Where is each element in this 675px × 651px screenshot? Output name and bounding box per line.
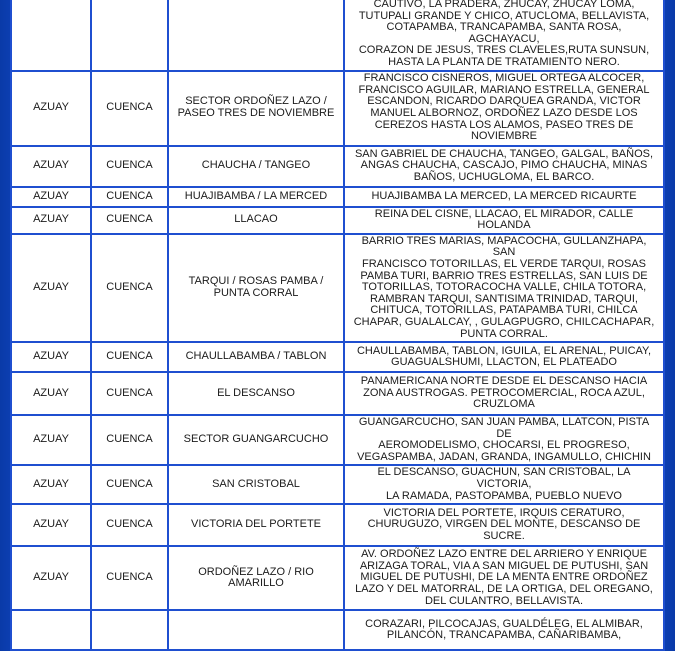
table-row [11, 0, 664, 71]
affected-areas-cell [344, 342, 664, 372]
affected-areas-line: FRANCISCO CISNEROS, MIGUEL ORTEGA ALCOCER, [363, 72, 645, 85]
canton-cell: CUENCA [91, 546, 168, 610]
affected-areas-line: VICTORIA DEL PORTETE, IRQUIS CERATURO, [383, 506, 625, 519]
canton-cell: CUENCA [91, 71, 168, 146]
affected-areas-cell [344, 504, 664, 546]
canton-cell: CUENCA [91, 207, 168, 234]
affected-areas-line: DEL CULANTRO, BELLAVISTA. [424, 594, 584, 607]
affected-areas-cell [344, 146, 664, 187]
table-row [11, 234, 664, 342]
sector-cell [168, 0, 344, 71]
affected-areas-line: ESCANDON, RICARDO DARQUEA GRANDA, VICTOR [367, 95, 641, 108]
affected-areas-line: MIGUEL DE PUTUSHI, DE LA MENTA ENTRE ORDOÑEZ [360, 571, 648, 584]
table-row [11, 207, 664, 234]
sector-cell: SECTOR GUANGARCUCHO [168, 415, 344, 465]
canton-cell: CUENCA [91, 372, 168, 415]
sector-cell: TARQUI / ROSAS PAMBA / PUNTA CORRAL [168, 234, 344, 342]
affected-areas-cell [344, 610, 664, 650]
provincia-cell: AZUAY [11, 546, 91, 610]
sector-cell: CHAULLABAMBA / TABLON [168, 342, 344, 372]
affected-areas-line: CEREZOS HASTA LOS ALAMOS, PASEO TRES DE [374, 118, 634, 131]
table-row [11, 372, 664, 415]
affected-areas-line: CORAZON DE JESUS, TRES CLAVELES,RUTA SUNSUN, [358, 44, 650, 57]
affected-areas-line: GUANGARCUCHO, SAN JUAN PAMBA, LLATCON, PISTA DE [358, 416, 650, 440]
affected-areas-line: MANUEL ALBORNOZ, ORDOÑEZ LAZO DESDE LOS [370, 107, 638, 120]
affected-areas-line: ARIZAGA TORAL, VIA A SAN MIGUEL DE PUTUSHI, SAN [359, 559, 649, 572]
sector-cell: SAN CRISTOBAL [168, 465, 344, 504]
provincia-cell: AZUAY [11, 234, 91, 342]
affected-areas-line: CHURUGUZO, VIRGEN DEL MONTE, DESCANSO DE [367, 518, 641, 531]
table-row [11, 546, 664, 610]
sector-cell [168, 610, 344, 650]
affected-areas-line: FRANCISCO TOTORILLAS, EL VERDE TARQUI, ROSAS [361, 257, 647, 270]
provincia-cell: AZUAY [11, 187, 91, 207]
table-row [11, 504, 664, 546]
affected-areas-line: COTAPAMBA, TRANCAPAMBA, SANTA ROSA, AGCHAYACU, [386, 21, 622, 45]
sector-cell: EL DESCANSO [168, 372, 344, 415]
table-row [11, 187, 664, 207]
canton-cell: CUENCA [91, 504, 168, 546]
table-row [11, 71, 664, 146]
sector-cell: CHAUCHA / TANGEO [168, 146, 344, 187]
affected-areas-line: AEROMODELISMO, CHOCARSI, EL PROGRESO, [378, 439, 630, 452]
affected-areas-cell [344, 71, 664, 146]
canton-cell: CUENCA [91, 234, 168, 342]
affected-areas-line: TUTUPALI GRANDE Y CHICO, ATUCLOMA, BELLAVISTA, [358, 9, 650, 22]
affected-areas-cell [344, 465, 664, 504]
affected-areas-cell [344, 207, 664, 234]
provincia-cell: AZUAY [11, 71, 91, 146]
provincia-cell: AZUAY [11, 465, 91, 504]
affected-areas-line: CRUZLOMA [473, 398, 535, 411]
affected-areas-line: PILANCÓN, TRANCAPAMBA, CAÑARIBAMBA, [386, 629, 622, 642]
affected-areas-line: CORAZARI, PILCOCAJAS, GUALDÉLEG, EL ALMIBAR, [365, 617, 643, 630]
affected-areas-line: FRANCISCO AGUILAR, MARIANO ESTRELLA, GENERAL [358, 83, 650, 96]
affected-areas-line: RAMBRAN TARQUI, SANTISIMA TRINIDAD, TARQUI, [370, 292, 638, 305]
sector-cell: LLACAO [168, 207, 344, 234]
provincia-cell: AZUAY [11, 504, 91, 546]
affected-areas-cell [344, 187, 664, 207]
provincia-cell: AZUAY [11, 342, 91, 372]
schedule-table-body [11, 0, 664, 650]
affected-areas-line: LAZO Y DEL MATORRAL, DE LA ORTIGA, DEL OREGANO, [355, 583, 653, 596]
table-row [11, 465, 664, 504]
affected-areas-line: SAN GABRIEL DE CHAUCHA, TANGEO, GALGAL, BAÑOS, [354, 147, 654, 160]
affected-areas-line: CAUTIVO, LA PRADERA, ZHUCAY, ZHUCAY LOMA, [373, 0, 635, 10]
affected-areas-line: CHITUCA, TOTORILLAS, PATAPAMBA TURI, CHILCA [370, 304, 638, 317]
affected-areas-line: EL DESCANSO, GUACHUN, SAN CRISTOBAL, LA VICTORIA, [377, 466, 631, 491]
affected-areas-line: REINA DEL CISNE, LLACAO, EL MIRADOR, CALLE HOLANDA [374, 207, 634, 232]
canton-cell: CUENCA [91, 342, 168, 372]
affected-areas-cell [344, 0, 664, 71]
canton-cell [91, 610, 168, 650]
provincia-cell [11, 610, 91, 650]
canton-cell [91, 0, 168, 71]
affected-areas-line: NOVIEMBRE [470, 130, 537, 143]
affected-areas-cell [344, 234, 664, 342]
affected-areas-line: HUAJIBAMBA LA MERCED, LA MERCED RICAURTE [371, 189, 637, 202]
affected-areas-line: VEGASPAMBA, JADAN, GRANDA, INGAMULLO, CHICHIN [357, 450, 651, 463]
sector-cell: SECTOR ORDOÑEZ LAZO / PASEO TRES DE NOVIEMBRE [168, 71, 344, 146]
provincia-cell: AZUAY [11, 207, 91, 234]
affected-areas-line: AV. ORDOÑEZ LAZO ENTRE DEL ARRIERO Y ENRIQUE [361, 548, 647, 561]
canton-cell: CUENCA [91, 187, 168, 207]
affected-areas-cell [344, 415, 664, 465]
affected-areas-line: HASTA LA PLANTA DE TRATAMIENTO NERO. [388, 55, 620, 68]
canton-cell: CUENCA [91, 415, 168, 465]
affected-areas-cell [344, 372, 664, 415]
affected-areas-line: CHAPAR, GUALALCAY, , GULAGPUGRO, CHILCACHAPAR, [353, 315, 655, 328]
affected-areas-line: BAÑOS, UCHUGLOMA, EL BARCO. [413, 170, 595, 183]
affected-areas-line: PUNTA CORRAL. [460, 327, 548, 340]
sector-cell: VICTORIA DEL PORTETE [168, 504, 344, 546]
affected-areas-line: PAMBA TURI, BARRIO TRES ESTRELLAS, SAN LUIS DE [360, 269, 648, 282]
provincia-cell: AZUAY [11, 415, 91, 465]
sector-cell: HUAJIBAMBA / LA MERCED [168, 187, 344, 207]
provincia-cell: AZUAY [11, 372, 91, 415]
affected-areas-line: SUCRE. [483, 530, 525, 543]
power-outage-schedule-sheet [10, 0, 670, 651]
table-row [11, 415, 664, 465]
sector-cell: ORDOÑEZ LAZO / RIO AMARILLO [168, 546, 344, 610]
affected-areas-line: ZONA AUSTROGAS. PETROCOMERCIAL, ROCA AZUL, [363, 386, 645, 399]
affected-areas-line: CHAULLABAMBA, TABLON, IGUILA, EL ARENAL, PUICAY, [356, 344, 652, 357]
affected-areas-cell [344, 546, 664, 610]
affected-areas-line: BARRIO TRES MARIAS, MAPACOCHA, GULLANZHAPA, SAN [361, 234, 647, 259]
affected-areas-line: TOTORILLAS, TOTORACOCHA VALLE, CHILA TOTORA, [361, 281, 647, 294]
affected-areas-line: LA RAMADA, PASTOPAMBA, PUEBLO NUEVO [386, 489, 622, 502]
provincia-cell [11, 0, 91, 71]
affected-areas-line: GUAGUALSHUMI, LLACTON, EL PLATEADO [391, 356, 617, 369]
provincia-cell: AZUAY [11, 146, 91, 187]
table-row [11, 342, 664, 372]
table-row [11, 146, 664, 187]
table-row [11, 610, 664, 650]
canton-cell: CUENCA [91, 465, 168, 504]
affected-areas-line: PANAMERICANA NORTE DESDE EL DESCANSO HACIA [360, 375, 648, 388]
canton-cell: CUENCA [91, 146, 168, 187]
schedule-table [10, 0, 665, 651]
affected-areas-line: ANGAS CHAUCHA, CASCAJO, PIMO CHAUCHA, MINAS [360, 159, 648, 172]
